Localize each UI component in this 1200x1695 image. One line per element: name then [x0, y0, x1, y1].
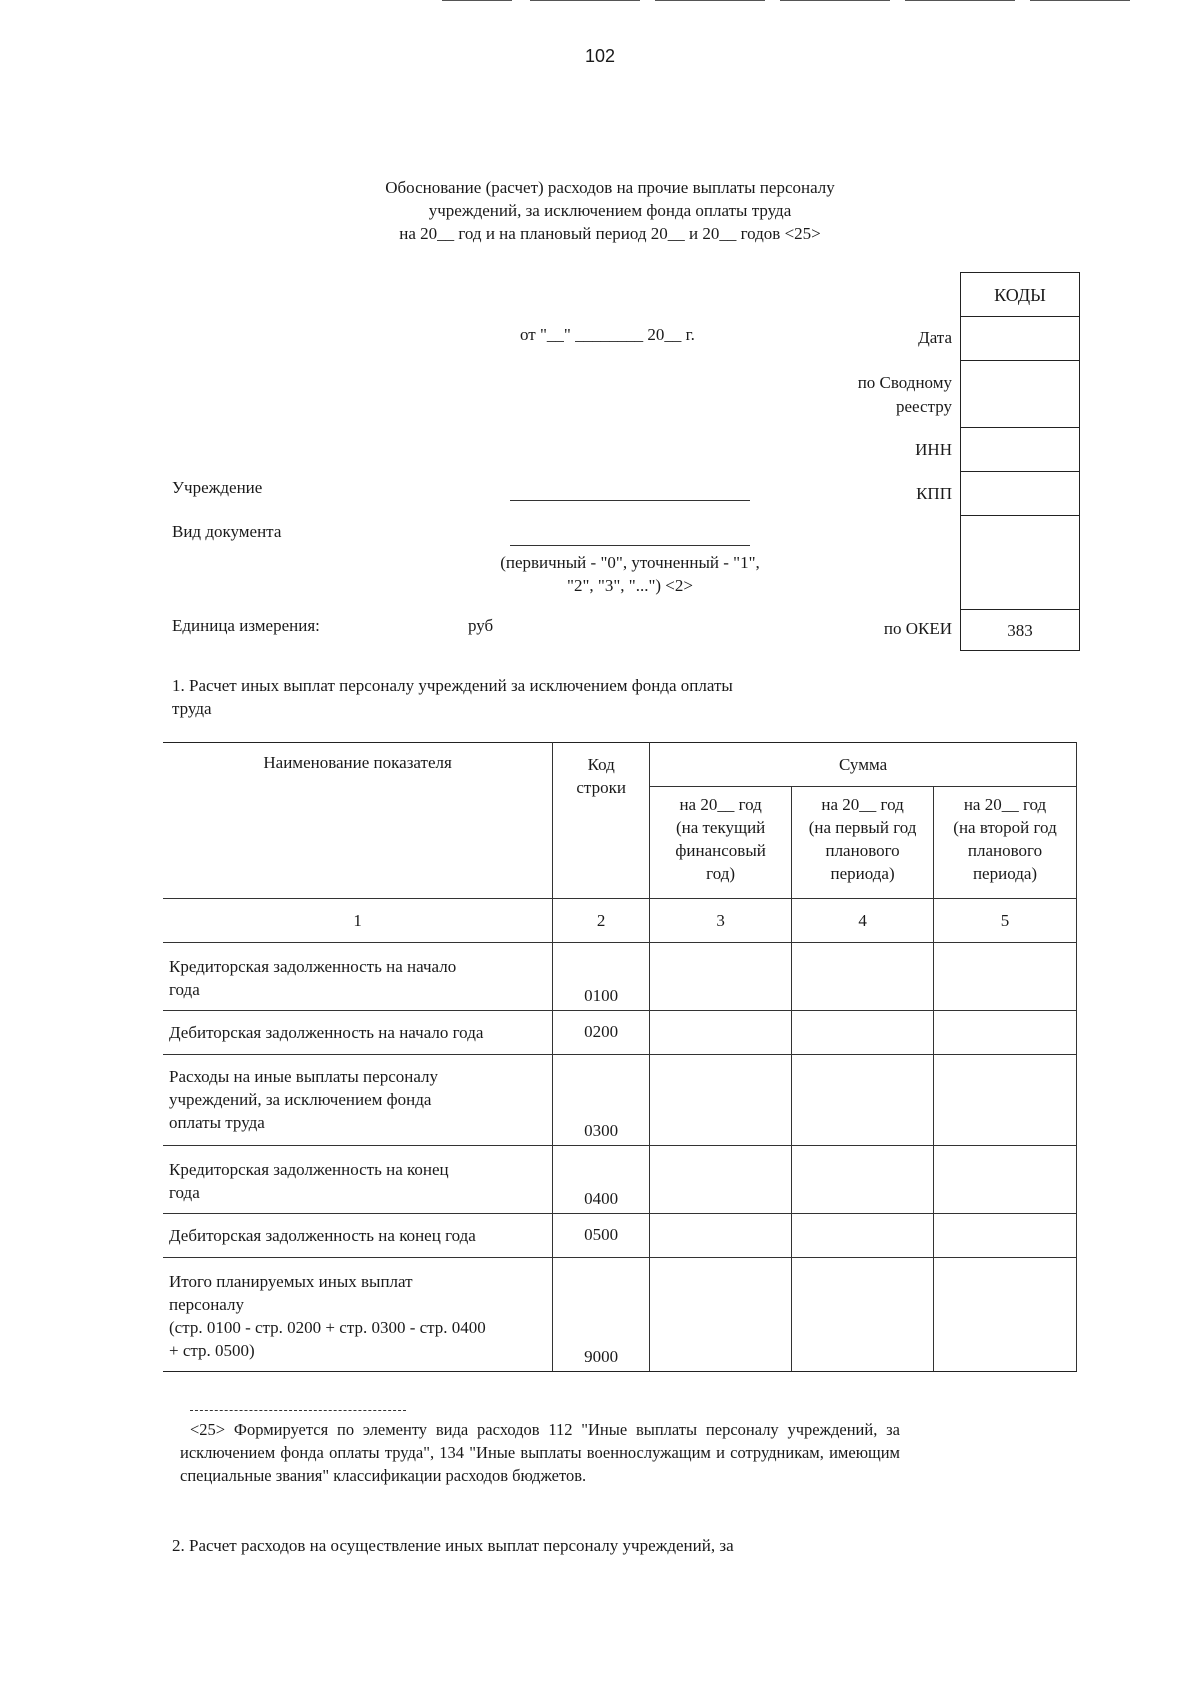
row-name — [163, 1258, 553, 1372]
row-name-line: персоналу — [169, 1295, 244, 1314]
date-line: от "__" ________ 20__ г. — [520, 325, 695, 344]
amount-cell[interactable] — [650, 1055, 792, 1146]
inn-label: ИНН — [915, 440, 952, 459]
col-header-name: Наименование показателя — [163, 743, 553, 899]
amount-cell[interactable] — [934, 1258, 1077, 1372]
unit-label: Единица измерения: — [172, 616, 320, 635]
amount-cell[interactable] — [934, 1055, 1077, 1146]
codes-label: КОДЫ — [994, 285, 1046, 305]
table-row — [163, 1146, 1077, 1214]
document-title — [300, 176, 920, 245]
registry-code-field[interactable] — [960, 360, 1080, 428]
row-name — [163, 1214, 553, 1258]
section1-heading-line-1: 1. Расчет иных выплат персоналу учреждений за исключением фонда оплаты — [172, 676, 733, 695]
amount-cell[interactable] — [792, 1258, 934, 1372]
scan-edge-line — [655, 0, 765, 1]
row-code: 0100 — [553, 943, 650, 1011]
col-y1-line-2: (на текущий — [675, 818, 766, 837]
col-header-year-2 — [792, 787, 934, 899]
row-name — [163, 1011, 553, 1055]
amount-cell[interactable] — [792, 1146, 934, 1214]
row-name — [163, 1055, 553, 1146]
kpp-code-field[interactable] — [960, 471, 1080, 516]
okei-value: 383 — [1007, 621, 1033, 640]
amount-cell[interactable] — [792, 1011, 934, 1055]
col-header-sum: Сумма — [650, 743, 1077, 787]
row-name-line: Кредиторская задолженность на начало — [169, 957, 457, 976]
inn-code-field[interactable] — [960, 427, 1080, 472]
title-line-2: учреждений, за исключением фонда оплаты труда — [428, 201, 792, 220]
row-name-line: учреждений, за исключением фонда — [169, 1090, 432, 1109]
kpp-label: КПП — [916, 484, 952, 503]
col-header-code-line-1: Код — [587, 755, 615, 774]
row-name-line: года — [169, 1183, 200, 1202]
col-header-code-line-2: строки — [576, 778, 626, 797]
row-name-line: года — [169, 980, 200, 999]
col-y2-line-2: (на первый год — [808, 818, 917, 837]
row-name — [163, 943, 553, 1011]
table-row — [163, 1258, 1077, 1372]
doc-type-label: Вид документа — [172, 522, 282, 541]
col-y3-line-1: на 20__ год — [963, 795, 1047, 814]
amount-cell[interactable] — [650, 1146, 792, 1214]
date-code-field[interactable] — [960, 316, 1080, 361]
amount-cell[interactable] — [934, 1011, 1077, 1055]
col-y1-line-4: год) — [706, 864, 736, 883]
okei-label: по ОКЕИ — [883, 619, 952, 638]
amount-cell[interactable] — [792, 1055, 934, 1146]
scan-edge-line — [780, 0, 890, 1]
registry-label-2: реестру — [896, 397, 952, 416]
row-name-line: (стр. 0100 - стр. 0200 + стр. 0300 - стр. 0400 — [169, 1318, 486, 1337]
footnote: <25> Формируется по элементу вида расходов 112 "Иные выплаты персоналу учреждений, за исключением фонда оплаты труда", 134 "Иные выплаты военнослужащим и сотрудникам, имеющим специальные звания" классификации расходов бюджетов. — [180, 1420, 900, 1485]
index-cell: 1 — [163, 899, 553, 943]
table-row — [163, 1214, 1077, 1258]
row-code: 0200 — [553, 1011, 650, 1055]
codes-header — [960, 272, 1080, 317]
row-name-line: оплаты труда — [169, 1113, 265, 1132]
doc-type-field-underline[interactable] — [510, 545, 750, 546]
col-y2-line-4: периода) — [830, 864, 895, 883]
doc-type-hint-line-1: (первичный - "0", уточненный - "1", — [500, 553, 760, 572]
unit-value: руб — [468, 616, 494, 635]
table-row — [163, 1055, 1077, 1146]
col-y1-line-1: на 20__ год — [679, 795, 762, 814]
index-cell: 4 — [792, 899, 934, 943]
payments-table — [163, 742, 1077, 1372]
table-row — [163, 943, 1077, 1011]
row-code: 9000 — [553, 1258, 650, 1372]
col-y3-line-2: (на второй год — [953, 818, 1057, 837]
row-name-line: + стр. 0500) — [169, 1341, 255, 1360]
institution-field-underline[interactable] — [510, 500, 750, 501]
section1-heading — [172, 674, 733, 720]
row-code: 0400 — [553, 1146, 650, 1214]
section1-heading-line-2: труда — [172, 699, 212, 718]
doc-type-code-field[interactable] — [960, 515, 1080, 610]
amount-cell[interactable] — [650, 1011, 792, 1055]
row-name-line: Дебиторская задолженность на начало года — [169, 1023, 484, 1042]
date-label: Дата — [918, 328, 952, 347]
col-y3-line-3: планового — [967, 841, 1043, 860]
amount-cell[interactable] — [934, 1214, 1077, 1258]
col-y2-line-3: планового — [825, 841, 900, 860]
scan-edge-line — [1030, 0, 1130, 1]
index-cell: 3 — [650, 899, 792, 943]
amount-cell[interactable] — [650, 943, 792, 1011]
amount-cell[interactable] — [934, 1146, 1077, 1214]
doc-type-hint — [460, 551, 800, 597]
row-name-line: Дебиторская задолженность на конец года — [169, 1226, 476, 1245]
amount-cell[interactable] — [650, 1258, 792, 1372]
footnote-separator — [190, 1410, 406, 1411]
col-header-year-1 — [650, 787, 792, 899]
okei-code-field — [960, 609, 1080, 651]
doc-type-hint-line-2: "2", "3", "...") <2> — [567, 576, 693, 595]
row-name-line: Итого планируемых иных выплат — [169, 1272, 413, 1291]
scan-edge-line — [905, 0, 1015, 1]
col-y1-line-3: финансовый — [675, 841, 766, 860]
table-row — [163, 1011, 1077, 1055]
col-header-code — [553, 743, 650, 899]
title-line-1: Обоснование (расчет) расходов на прочие выплаты персоналу — [385, 178, 835, 197]
row-code: 0300 — [553, 1055, 650, 1146]
scan-edge-line — [530, 0, 640, 1]
row-name-line: Кредиторская задолженность на конец — [169, 1160, 449, 1179]
row-name-line: Расходы на иные выплаты персоналу — [169, 1067, 439, 1086]
row-code: 0500 — [553, 1214, 650, 1258]
section2-heading: 2. Расчет расходов на осуществление иных выплат персоналу учреждений, за — [172, 1536, 734, 1555]
title-line-3: на 20__ год и на плановый период 20__ и 20__ годов <25> — [399, 224, 821, 243]
institution-label: Учреждение — [172, 478, 263, 497]
table-index-row — [163, 899, 1077, 943]
amount-cell[interactable] — [792, 1214, 934, 1258]
amount-cell[interactable] — [792, 943, 934, 1011]
col-y2-line-1: на 20__ год — [821, 795, 904, 814]
col-y3-line-4: периода) — [972, 864, 1038, 883]
amount-cell[interactable] — [934, 943, 1077, 1011]
index-cell: 5 — [934, 899, 1077, 943]
registry-label-1: по Сводному — [857, 373, 952, 392]
scan-edge-line — [442, 0, 512, 1]
page-number: 102 — [584, 46, 616, 66]
index-cell: 2 — [553, 899, 650, 943]
col-header-year-3 — [934, 787, 1077, 899]
amount-cell[interactable] — [650, 1214, 792, 1258]
row-name — [163, 1146, 553, 1214]
